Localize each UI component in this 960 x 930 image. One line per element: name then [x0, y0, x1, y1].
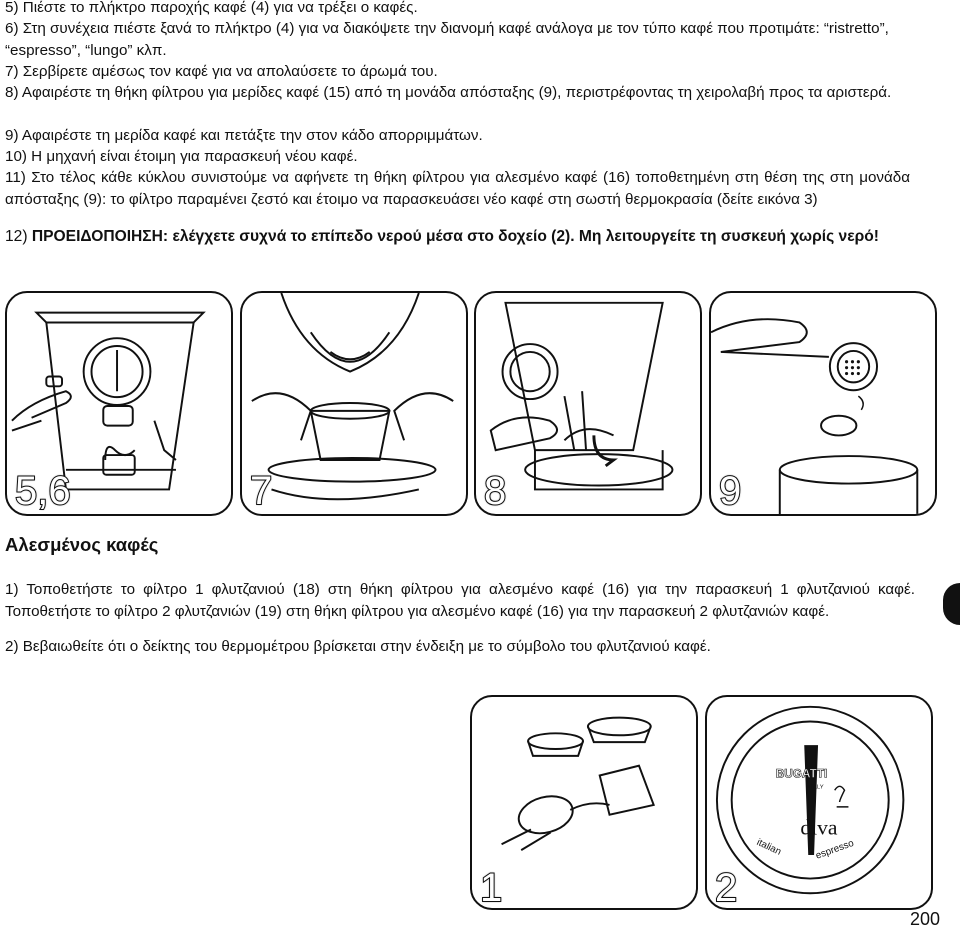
- ground-coffee-step-2: 2) Βεβαιωθείτε ότι ο δείκτης του θερμομέτρου βρίσκεται στην ένδειξη με το σύμβολο του φλυτζανιού καφέ.: [5, 638, 711, 655]
- step-9-text: 9) Αφαιρέστε τη μερίδα καφέ και πετάξτε την στον κάδο απορριμμάτων.: [5, 127, 483, 144]
- step-10-text: 10) Η μηχανή είναι έτοιμη για παρασκευή νέου καφέ.: [5, 148, 358, 165]
- diva-logo: diva: [800, 815, 838, 840]
- step-8-text: 8) Αφαιρέστε τη θήκη φίλτρου για μερίδες καφέ (15) από τη μονάδα απόσταξης (9), περιστρέφοντας τη χειρολαβή προς τα αριστερά.: [5, 84, 892, 101]
- person-drinking-coffee-illustration: [242, 293, 466, 514]
- figure-step-8: [474, 291, 702, 516]
- brand-text: BUGATTI: [775, 767, 828, 781]
- dial-label-left: italian: [754, 836, 783, 858]
- brand-sub-text: ITALY: [808, 784, 824, 791]
- step-12-warning: 12) ΠΡΟΕΙΔΟΠΟΙΗΣΗ: ελέγχετε συχνά το επίπεδο νερού μέσα στο δοχείο (2). Μη λειτουργείτε τη συσκευή χωρίς νερό!: [5, 228, 879, 245]
- step-11-text: 11) Στο τέλος κάθε κύκλου συνιστούμε να αφήνετε τη θήκη φίλτρου για αλεσμένο καφέ (16) τοποθετημένη στη θέση της στη μονάδα απόσταξης (9): το φίλτρο παραμένει ζεστό και έτοιμο να παρασκευάσει νέο καφέ στη σωστή θερμοκρασία (δείτε εικόνα 3): [5, 169, 910, 208]
- figure-ground-step-2: [705, 695, 933, 910]
- ground-coffee-step-1: 1) Τοποθετήστε το φίλτρο 1 φλυτζανιού (18) στη θήκη φίλτρου για αλεσμένο καφέ (16) για την παρασκευή 1 φλυτζανιού καφέ. Τοποθετήστε το φίλτρο 2 φλυτζανιών (19) στη θήκη φίλτρου για αλεσμένο καφέ (16) για την παρασκευή 2 φλυτζανιών καφέ.: [5, 581, 915, 620]
- section-heading: Αλεσμένος καφές: [5, 534, 159, 555]
- figure-badge-5-6: 5,6: [15, 469, 71, 513]
- thermometer-dial-illustration: [707, 697, 931, 908]
- discard-coffee-puck-illustration: [711, 293, 935, 514]
- page-number: 200: [909, 909, 940, 929]
- figure-ground-step-1: [470, 695, 698, 910]
- figure-badge-7: 7: [250, 469, 273, 513]
- figure-step-9: [709, 291, 937, 516]
- figure-badge-2: 2: [715, 866, 738, 910]
- figure-badge-1: 1: [480, 866, 503, 910]
- step-5-text: 5) Πιέστε το πλήκτρο παροχής καφέ (4) για να τρέξει ο καφές.: [5, 0, 418, 16]
- filter-cups-illustration: [472, 697, 696, 908]
- remove-filter-holder-illustration: [476, 293, 700, 514]
- step-7-text: 7) Σερβίρετε αμέσως τον καφέ για να απολαύσετε το άρωμά του.: [5, 63, 438, 80]
- figure-badge-9: 9: [719, 469, 742, 513]
- step-6-text: 6) Στη συνέχεια πιέστε ξανά το πλήκτρο (4) για να διακόψετε την διανομή καφέ ανάλογα με τον τύπο καφέ που προτιμάτε: “ristretto”, “espresso”, “lungo” κλπ.: [5, 20, 889, 59]
- figure-steps-5-6: [5, 291, 233, 516]
- figure-badge-8: 8: [484, 469, 507, 513]
- figure-step-7: [240, 291, 468, 516]
- dial-label-right: espresso: [814, 837, 856, 862]
- warning-text: ΠΡΟΕΙΔΟΠΟΙΗΣΗ: ελέγχετε συχνά το επίπεδο νερού μέσα στο δοχείο (2). Μη λειτουργείτε τη συσκευή χωρίς νερό!: [31, 228, 879, 245]
- language-section-tab: [943, 583, 960, 625]
